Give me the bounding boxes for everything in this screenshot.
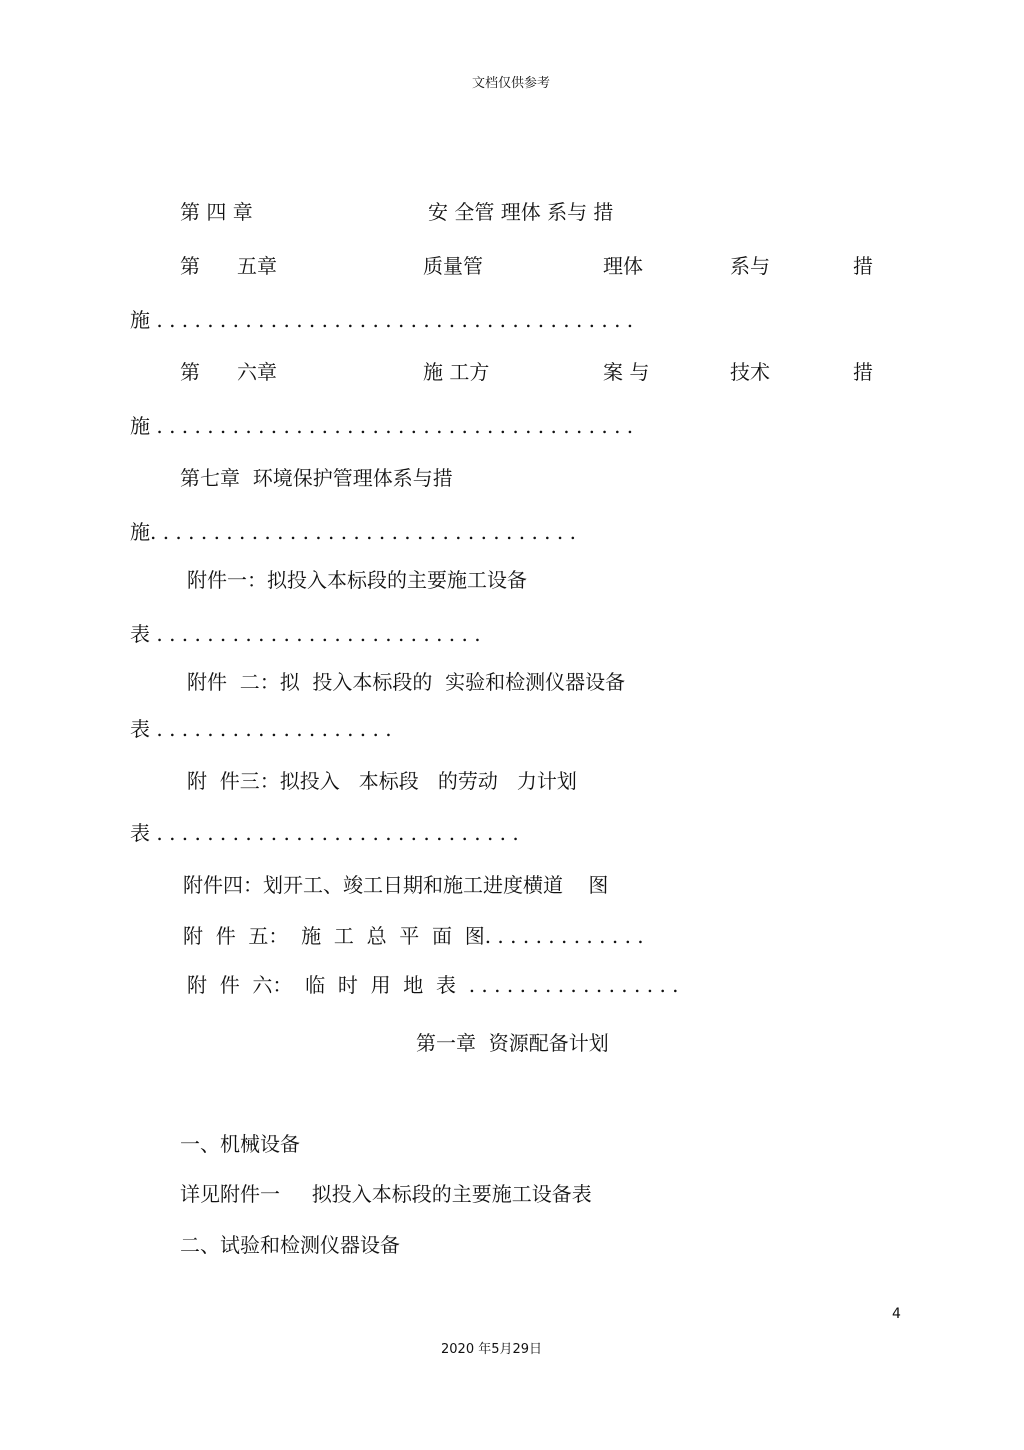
- toc-ch5-part: 第: [180, 254, 200, 278]
- section-text: 详见附件一 拟投入本标段的主要施工设备表: [180, 1182, 592, 1206]
- toc-att1-line: 附件一：拟投入本标段的主要施工设备: [187, 568, 527, 592]
- toc-ch5-part: 五章: [237, 254, 277, 278]
- toc-ch7-line: 第七章 环境保护管理体系与措: [180, 466, 453, 490]
- section-heading: 一、机械设备: [180, 1132, 300, 1156]
- footer-date: 2020 年5月29日: [441, 1342, 543, 1357]
- toc-ch6-part: 措: [853, 360, 873, 384]
- toc-ch5-part: 系与: [730, 254, 770, 278]
- toc-ch5-part: 质量管: [423, 254, 483, 278]
- toc-ch5-part: 措: [853, 254, 873, 278]
- toc-ch5-tail: 施 . . . . . . . . . . . . . . . . . . . . . . . . . . . . . . . . . . . . . .: [130, 308, 634, 332]
- toc-att1-tail: 表 . . . . . . . . . . . . . . . . . . . . . . . . . .: [130, 622, 481, 646]
- toc-ch6-part: 第: [180, 360, 200, 384]
- toc-ch4-title: 安 全管 理体 系与 措: [428, 200, 614, 224]
- toc-ch6-part: 案 与: [603, 360, 650, 384]
- toc-ch6-tail: 施 . . . . . . . . . . . . . . . . . . . . . . . . . . . . . . . . . . . . . .: [130, 414, 634, 438]
- toc-att3-line: 附 件三：拟投入 本标段 的劳动 力计划: [187, 769, 577, 793]
- toc-ch4-label: 第 四 章: [180, 200, 253, 224]
- toc-att2-line: 附件 二：拟 投入本标段的 实验和检测仪器设备: [187, 670, 626, 694]
- toc-ch6-part: 六章: [237, 360, 277, 384]
- toc-att6-line: 附 件 六： 临 时 用 地 表 . . . . . . . . . . . . . . . . .: [187, 973, 679, 997]
- toc-att4-line: 附件四：划开工、竣工日期和施工进度横道 图: [183, 873, 609, 897]
- chapter-title: 第一章 资源配备计划: [416, 1031, 609, 1055]
- toc-ch5-part: 理体: [603, 254, 643, 278]
- toc-ch6-part: 施 工方: [423, 360, 490, 384]
- page-header: 文档仅供参考: [472, 76, 551, 91]
- toc-ch6-part: 技术: [730, 360, 770, 384]
- toc-att3-tail: 表 . . . . . . . . . . . . . . . . . . . . . . . . . . . . .: [130, 821, 519, 845]
- page-number: 4: [892, 1306, 901, 1322]
- toc-att2-tail: 表 . . . . . . . . . . . . . . . . . . .: [130, 717, 392, 741]
- section-heading: 二、试验和检测仪器设备: [180, 1233, 400, 1257]
- toc-ch7-tail: 施. . . . . . . . . . . . . . . . . . . . . . . . . . . . . . . . . .: [130, 520, 576, 544]
- toc-att5-line: 附 件 五： 施 工 总 平 面 图. . . . . . . . . . . . .: [183, 924, 644, 948]
